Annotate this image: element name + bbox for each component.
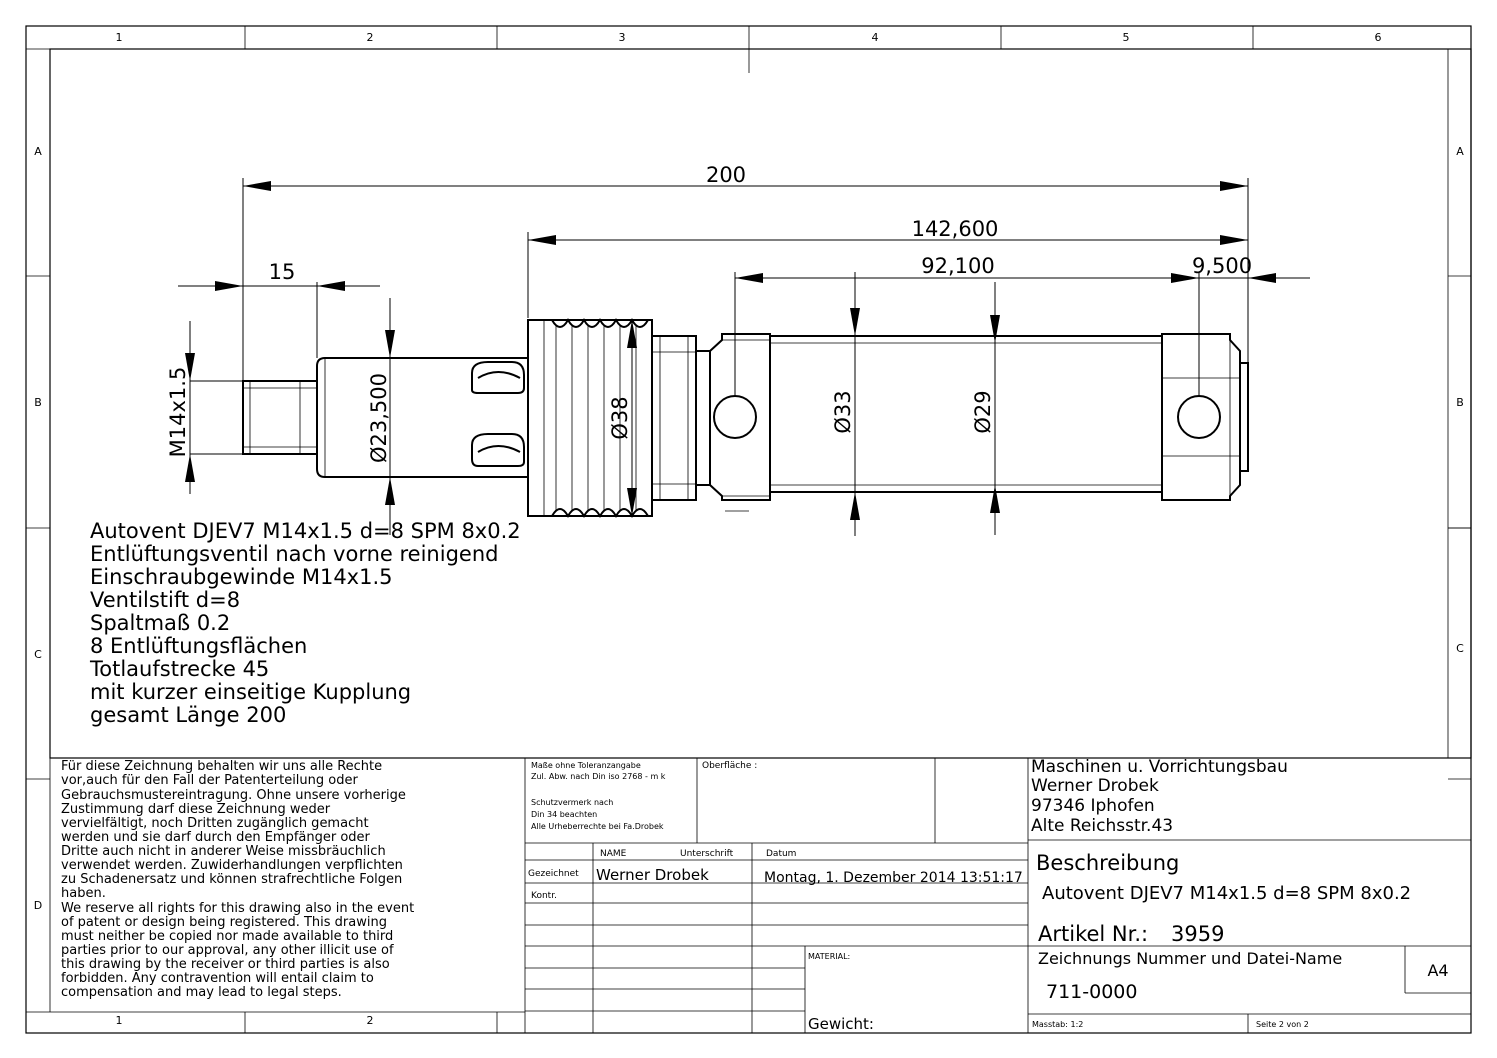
dim-thread: M14x1.5 xyxy=(166,366,190,458)
date-header: Datum xyxy=(766,849,797,859)
note-line: Entlüftungsventil nach vorne reinigend xyxy=(90,542,499,566)
article-label: Artikel Nr.: xyxy=(1038,922,1149,946)
drawing-number: 711-0000 xyxy=(1046,981,1138,1003)
copyright-line: Zustimmung darf diese Zeichnung weder xyxy=(61,802,331,817)
tolerance-note-line: Zul. Abw. nach Din iso 2768 - m k xyxy=(531,772,666,781)
protection-note-line: Din 34 beachten xyxy=(531,810,598,819)
hex-nut xyxy=(652,336,710,500)
protection-note-line: Alle Urheberrechte bei Fa.Drobek xyxy=(531,822,664,831)
description-value: Autovent DJEV7 M14x1.5 d=8 SPM 8x0.2 xyxy=(1042,883,1412,904)
copyright-line: must neither be copied nor made available to third xyxy=(61,929,394,944)
copyright-line: of patent or design being registered. This drawing xyxy=(61,915,387,930)
dimension-lines xyxy=(166,163,1310,536)
surface-label: Oberfläche : xyxy=(702,761,758,771)
right-clevis xyxy=(1162,334,1248,500)
dim-dia-33: Ø33 xyxy=(831,390,855,434)
article-number: 3959 xyxy=(1171,922,1225,946)
copyright-line: Für diese Zeichnung behalten wir uns alle Rechte xyxy=(61,759,383,774)
note-line: Autovent DJEV7 M14x1.5 d=8 SPM 8x0.2 xyxy=(90,519,521,543)
left-clevis xyxy=(710,334,770,500)
company-line: Maschinen u. Vorrichtungsbau xyxy=(1031,757,1288,777)
dim-dia-38: Ø38 xyxy=(608,396,632,440)
weight-label: Gewicht: xyxy=(808,1015,874,1033)
copyright-line: vor,auch für den Fall der Patenterteilung oder xyxy=(61,773,358,788)
dim-length-92: 92,100 xyxy=(921,254,995,278)
description-label: Beschreibung xyxy=(1036,851,1180,875)
frame-col-2: 2 xyxy=(366,31,374,44)
dim-length-9: 9,500 xyxy=(1191,254,1253,278)
company-line: Alte Reichsstr.43 xyxy=(1031,816,1174,836)
copyright-line: zu Schadenersatz und können strafrechtliche Folgen xyxy=(61,872,403,887)
drawing-number-label: Zeichnungs Nummer und Datei-Name xyxy=(1038,949,1343,968)
note-line: Ventilstift d=8 xyxy=(90,588,241,612)
tolerance-note-line: Maße ohne Toleranzangabe xyxy=(531,761,641,770)
finned-collar xyxy=(528,320,652,516)
frame-col-4: 4 xyxy=(871,31,879,44)
format-label: A4 xyxy=(1427,961,1449,980)
dim-dia-29: Ø29 xyxy=(971,390,995,434)
note-line: 8 Entlüftungsflächen xyxy=(90,634,308,658)
copyright-line: Gebrauchsmustereintragung. Ohne unsere vorherige xyxy=(61,788,406,803)
drawn-name: Werner Drobek xyxy=(596,866,709,884)
scale-label: Masstab: 1:2 xyxy=(1032,1020,1084,1029)
dim-thread-length: 15 xyxy=(268,260,296,284)
note-line: gesamt Länge 200 xyxy=(90,703,287,727)
note-line: Einschraubgewinde M14x1.5 xyxy=(90,565,393,589)
body-section xyxy=(317,358,528,477)
company-line: Werner Drobek xyxy=(1031,776,1159,796)
copyright-line: werden und sie darf durch den Empfänger oder xyxy=(61,830,370,845)
frame-col-5: 5 xyxy=(1122,31,1130,44)
note-line: Spaltmaß 0.2 xyxy=(90,611,231,635)
copyright-line: compensation and may lead to legal steps. xyxy=(61,985,342,1000)
title-block xyxy=(61,757,1471,1033)
frame-col-3: 3 xyxy=(618,31,626,44)
copyright-line: haben. xyxy=(61,886,106,901)
frame-col-1: 1 xyxy=(115,31,123,44)
copyright-notice xyxy=(61,759,414,1000)
dim-overall-length: 200 xyxy=(705,163,747,187)
company-address xyxy=(1031,757,1288,836)
frame-bottom-col-2: 2 xyxy=(366,1014,374,1027)
protection-note-line: Schutzvermerk nach xyxy=(531,798,614,807)
part-notes xyxy=(89,519,521,727)
dim-dia-23: Ø23,500 xyxy=(367,372,391,464)
frame-row-b-left: B xyxy=(34,396,42,409)
drawn-date: Montag, 1. Dezember 2014 13:51:17 xyxy=(764,870,1023,886)
drawn-label: Gezeichnet xyxy=(528,869,579,879)
copyright-line: vervielfältigt, noch Dritten zugänglich gemacht xyxy=(61,816,369,831)
frame-row-b-right: B xyxy=(1456,396,1464,409)
cylinder-tube xyxy=(770,336,1162,492)
frame-row-a-right: A xyxy=(1456,145,1464,158)
valve-part-drawing xyxy=(243,320,1248,516)
note-line: mit kurzer einseitige Kupplung xyxy=(90,680,412,704)
sheet-label: Seite 2 von 2 xyxy=(1256,1020,1309,1029)
copyright-line: forbidden. Any contravention will entail claim to xyxy=(61,971,374,986)
signature-header: Unterschrift xyxy=(680,849,734,859)
checked-label: Kontr. xyxy=(531,891,557,901)
frame-row-d-left: D xyxy=(33,899,43,912)
frame-col-6: 6 xyxy=(1374,31,1382,44)
copyright-line: Dritte auch nicht in anderer Weise missbräuchlich xyxy=(61,844,386,859)
name-header: NAME xyxy=(600,849,627,859)
frame-bottom-col-1: 1 xyxy=(115,1014,123,1027)
frame-row-c-left: C xyxy=(34,648,42,661)
company-line: 97346 Iphofen xyxy=(1031,796,1155,816)
copyright-line: parties prior to our approval, any other illicit use of xyxy=(61,943,394,958)
note-line: Totlaufstrecke 45 xyxy=(90,657,270,681)
frame-row-a-left: A xyxy=(34,145,42,158)
material-label: MATERIAL: xyxy=(808,952,851,961)
copyright-line: this drawing by the receiver or third parties is also xyxy=(61,957,390,972)
copyright-line: verwendet werden. Zuwiderhandlungen verpflichten xyxy=(61,858,403,873)
copyright-line: We reserve all rights for this drawing also in the event xyxy=(61,901,415,916)
dim-length-142: 142,600 xyxy=(911,217,999,241)
frame-row-c-right: C xyxy=(1456,642,1464,655)
thread-section xyxy=(243,381,317,454)
